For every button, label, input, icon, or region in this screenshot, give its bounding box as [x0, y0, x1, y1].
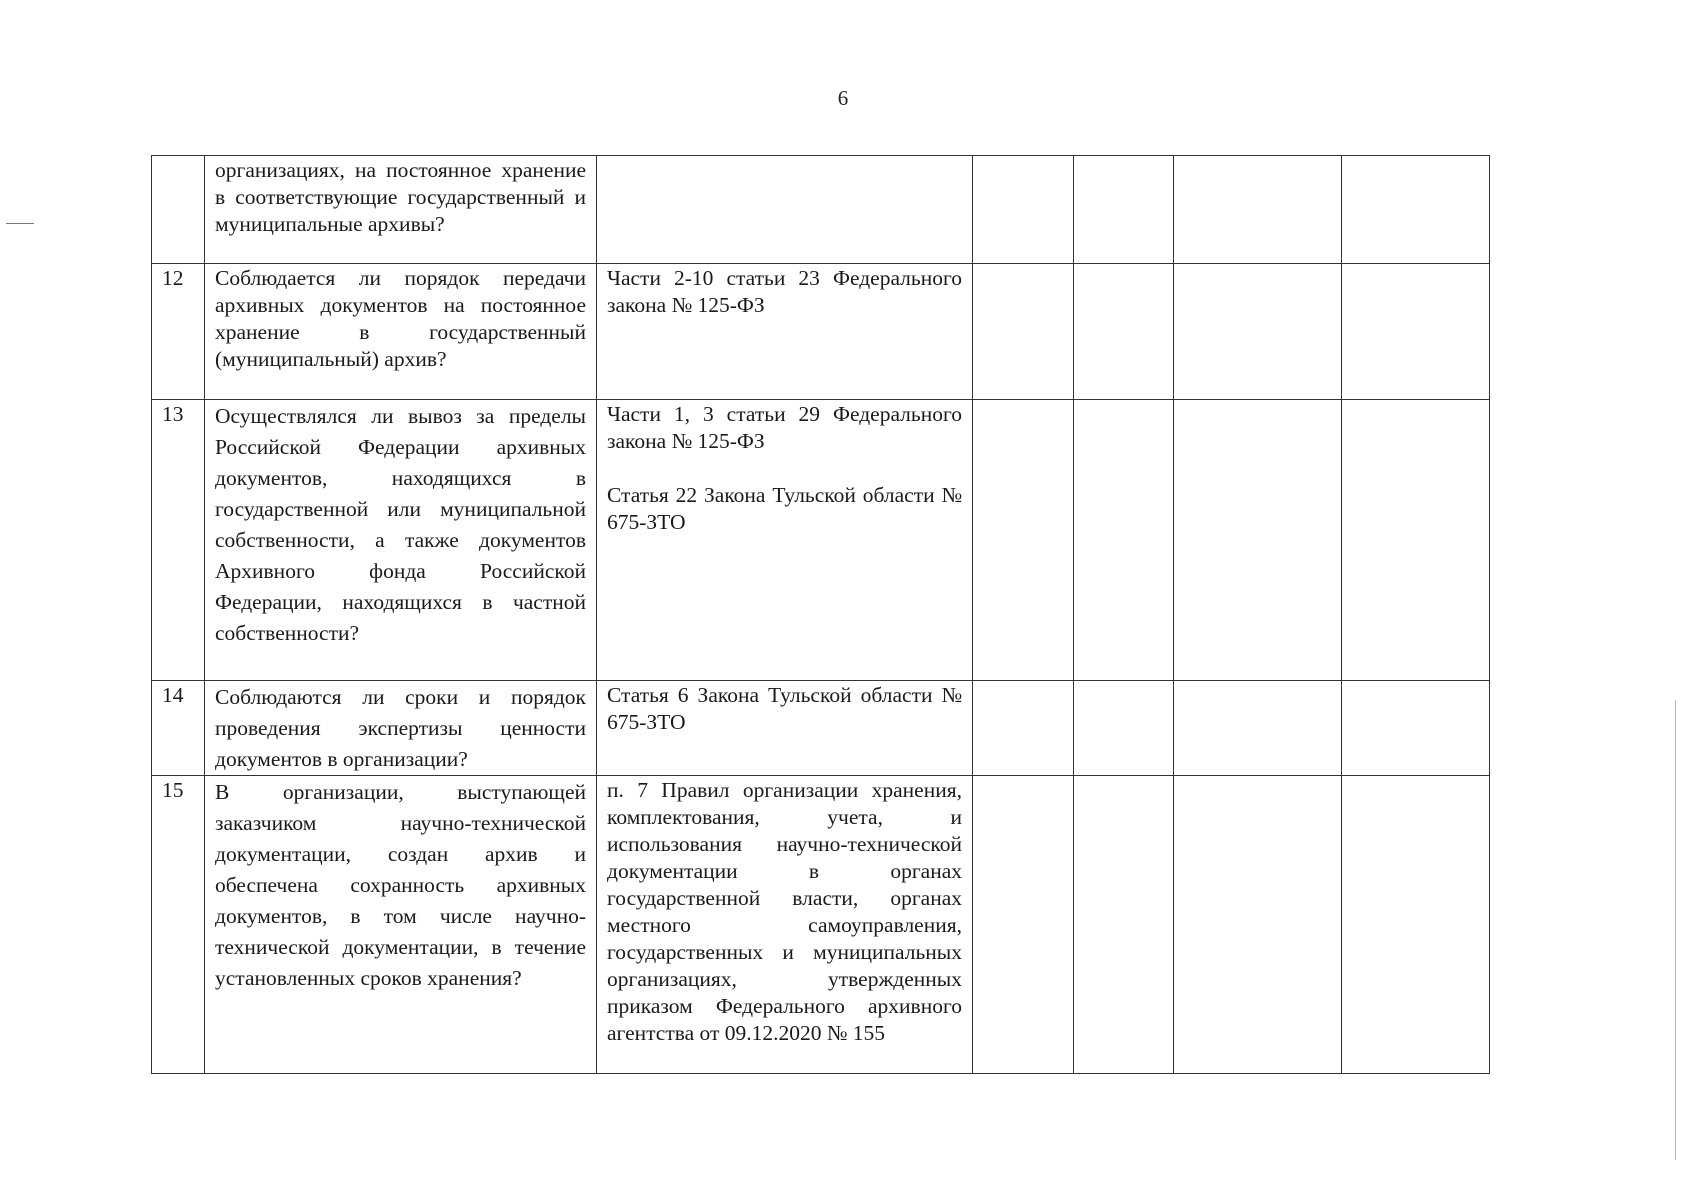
table-row	[152, 156, 1490, 264]
question-cell: организациях, на постоянное хранение в соответствующие государственный и муниципальные архивы?	[205, 156, 597, 264]
answer-no-cell	[1074, 156, 1174, 264]
note-cell	[1342, 400, 1490, 681]
checklist-table	[151, 155, 1490, 1074]
question-cell: Соблюдаются ли сроки и порядок проведения экспертизы ценности документов в организации?	[205, 681, 597, 776]
answer-yes-cell	[973, 156, 1074, 264]
reference-text: Части 1, 3 статьи 29 Федерального закона № 125-ФЗ	[607, 402, 962, 453]
answer-no-cell	[1074, 681, 1174, 776]
table-row	[152, 400, 1490, 681]
table-row	[152, 264, 1490, 400]
answer-yes-cell	[973, 264, 1074, 400]
note-cell	[1342, 681, 1490, 776]
note-cell	[1342, 264, 1490, 400]
answer-no-cell	[1074, 400, 1174, 681]
answer-na-cell	[1174, 681, 1342, 776]
answer-na-cell	[1174, 776, 1342, 1074]
row-number: 14	[152, 681, 205, 776]
reference-cell	[597, 156, 973, 264]
question-cell: Соблюдается ли порядок передачи архивных документов на постоянное хранение в государственный (муниципальный) архив?	[205, 264, 597, 400]
row-number: 13	[152, 400, 205, 681]
row-number	[152, 156, 205, 264]
scan-edge-line	[1675, 700, 1676, 1160]
table-row	[152, 776, 1490, 1074]
answer-na-cell	[1174, 156, 1342, 264]
reference-cell	[597, 681, 973, 776]
answer-yes-cell	[973, 776, 1074, 1074]
answer-yes-cell	[973, 400, 1074, 681]
reference-cell	[597, 776, 973, 1074]
page-number: 6	[837, 86, 849, 110]
answer-yes-cell	[973, 681, 1074, 776]
answer-no-cell	[1074, 264, 1174, 400]
margin-mark	[6, 223, 34, 224]
question-cell: Осуществлялся ли вывоз за пределы Российской Федерации архивных документов, находящихся в государственной или муниципальной собственности, а также документов Архивного фонда Российской Федерации, находящихся в частной собственности?	[205, 400, 597, 681]
question-cell: В организации, выступающей заказчиком научно-технической документации, создан архив и обеспечена сохранность архивных документов, в том числе научно-технической документации, в течение установленных сроков хранения?	[205, 776, 597, 1074]
answer-na-cell	[1174, 264, 1342, 400]
reference-text: Статья 6 Закона Тульской области № 675-ЗТО	[607, 683, 962, 734]
reference-text-secondary: Статья 22 Закона Тульской области № 675-ЗТО	[607, 483, 962, 534]
note-cell	[1342, 776, 1490, 1074]
row-number: 15	[152, 776, 205, 1074]
answer-no-cell	[1074, 776, 1174, 1074]
table-row	[152, 681, 1490, 776]
reference-text: п. 7 Правил организации хранения, комплектования, учета, и использования научно-технической документации в органах государственной власти, органах местного самоуправления, государственных и муниципальных организациях, утвержденных приказом Федерального архивного агентства от 09.12.2020 № 155	[607, 778, 962, 1045]
note-cell	[1342, 156, 1490, 264]
reference-text: Части 2-10 статьи 23 Федерального закона № 125-ФЗ	[607, 266, 962, 317]
answer-na-cell	[1174, 400, 1342, 681]
reference-cell	[597, 400, 973, 681]
row-number: 12	[152, 264, 205, 400]
reference-cell	[597, 264, 973, 400]
